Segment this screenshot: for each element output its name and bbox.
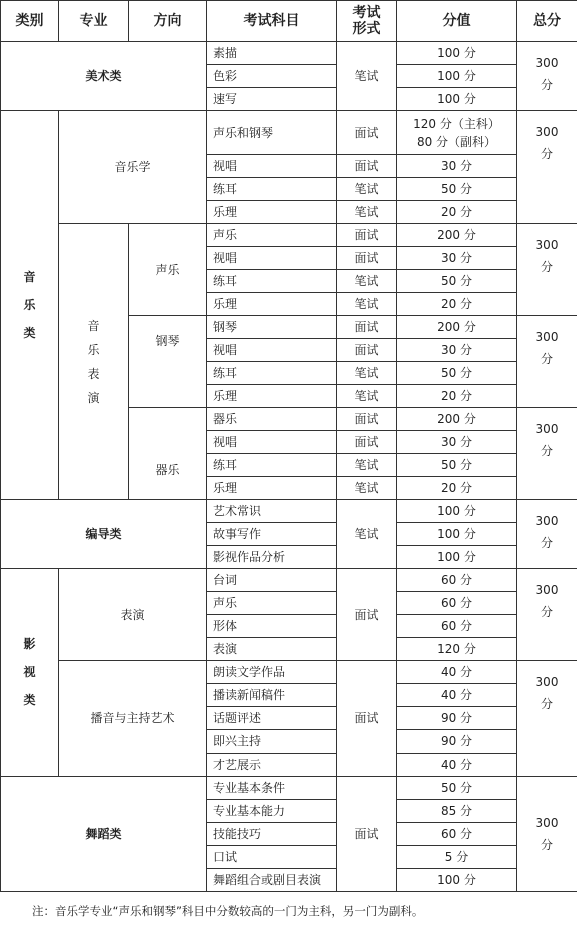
subject-cell: 专业基本条件 <box>207 776 337 799</box>
total-cell: 300 分 <box>517 661 577 776</box>
category-music: 音 乐 类 <box>1 111 59 500</box>
form-cell: 笔试 <box>337 178 397 201</box>
subject-cell: 视唱 <box>207 155 337 178</box>
subject-cell: 练耳 <box>207 178 337 201</box>
subject-cell: 乐理 <box>207 385 337 408</box>
score-cell: 30 分 <box>397 155 517 178</box>
score-cell: 60 分 <box>397 822 517 845</box>
score-cell: 50 分 <box>397 270 517 293</box>
header-major: 专业 <box>59 1 129 42</box>
score-cell: 30 分 <box>397 431 517 454</box>
subject-cell: 表演 <box>207 638 337 661</box>
total-cell: 300 分 <box>517 408 577 500</box>
subject-cell: 乐理 <box>207 201 337 224</box>
score-cell: 50 分 <box>397 776 517 799</box>
score-cell: 40 分 <box>397 684 517 707</box>
header-subject: 考试科目 <box>207 1 337 42</box>
category-directing: 编导类 <box>1 500 207 569</box>
subject-cell: 速写 <box>207 88 337 111</box>
score-cell: 100 分 <box>397 65 517 88</box>
direction-instrumental: 器乐 <box>129 408 207 500</box>
subject-cell: 影视作品分析 <box>207 546 337 569</box>
subject-cell: 视唱 <box>207 431 337 454</box>
major-music-performance: 音 乐 表 演 <box>59 224 129 500</box>
score-cell: 100 分 <box>397 42 517 65</box>
score-cell: 200 分 <box>397 224 517 247</box>
table-row <box>1 776 577 799</box>
header-total: 总分 <box>517 1 577 42</box>
subject-cell: 声乐 <box>207 224 337 247</box>
form-cell: 笔试 <box>337 42 397 111</box>
table-row <box>1 661 577 684</box>
subject-cell: 视唱 <box>207 247 337 270</box>
score-cell: 90 分 <box>397 707 517 730</box>
major-acting: 表演 <box>59 569 207 661</box>
subject-cell: 练耳 <box>207 362 337 385</box>
score-cell: 120 分（主科） 80 分（副科） <box>397 111 517 155</box>
score-cell: 20 分 <box>397 477 517 500</box>
score-cell: 90 分 <box>397 730 517 753</box>
table-row <box>1 111 577 155</box>
direction-piano: 钢琴 <box>129 316 207 408</box>
subject-cell: 故事写作 <box>207 523 337 546</box>
form-cell: 面试 <box>337 111 397 155</box>
direction-vocal: 声乐 <box>129 224 207 316</box>
form-cell: 面试 <box>337 776 397 891</box>
total-cell: 300 分 <box>517 500 577 569</box>
header-category: 类别 <box>1 1 59 42</box>
subject-cell: 色彩 <box>207 65 337 88</box>
table-row <box>1 42 577 65</box>
total-cell: 300 分 <box>517 316 577 408</box>
category-film: 影 视 类 <box>1 569 59 776</box>
subject-cell: 专业基本能力 <box>207 799 337 822</box>
form-cell: 笔试 <box>337 201 397 224</box>
category-art: 美术类 <box>1 42 207 111</box>
subject-cell: 播读新闻稿件 <box>207 684 337 707</box>
subject-cell: 艺术常识 <box>207 500 337 523</box>
score-cell: 50 分 <box>397 454 517 477</box>
form-cell: 笔试 <box>337 270 397 293</box>
subject-cell: 话题评述 <box>207 707 337 730</box>
total-cell: 300 分 <box>517 569 577 661</box>
subject-cell: 钢琴 <box>207 316 337 339</box>
total-cell: 300 分 <box>517 42 577 111</box>
subject-cell: 台词 <box>207 569 337 592</box>
score-cell: 5 分 <box>397 845 517 868</box>
table-row <box>1 224 577 247</box>
form-cell: 面试 <box>337 431 397 454</box>
subject-cell: 朗读文学作品 <box>207 661 337 684</box>
subject-cell: 口试 <box>207 845 337 868</box>
score-cell: 50 分 <box>397 178 517 201</box>
form-cell: 面试 <box>337 155 397 178</box>
subject-cell: 才艺展示 <box>207 753 337 776</box>
form-cell: 笔试 <box>337 454 397 477</box>
score-cell: 40 分 <box>397 661 517 684</box>
form-cell: 面试 <box>337 408 397 431</box>
form-cell: 笔试 <box>337 500 397 569</box>
form-cell: 面试 <box>337 224 397 247</box>
subject-cell: 器乐 <box>207 408 337 431</box>
subject-cell: 素描 <box>207 42 337 65</box>
score-cell: 40 分 <box>397 753 517 776</box>
form-cell: 面试 <box>337 339 397 362</box>
table-row <box>1 500 577 523</box>
score-cell: 100 分 <box>397 88 517 111</box>
footnote: 注：音乐学专业“声乐和钢琴”科目中分数较高的一门为主科，另一门为副科。 <box>32 904 424 918</box>
subject-cell: 练耳 <box>207 270 337 293</box>
score-cell: 100 分 <box>397 546 517 569</box>
score-cell: 60 分 <box>397 569 517 592</box>
subject-cell: 形体 <box>207 615 337 638</box>
score-cell: 30 分 <box>397 247 517 270</box>
header-form: 考试 形式 <box>337 1 397 42</box>
table-row <box>1 569 577 592</box>
score-cell: 85 分 <box>397 799 517 822</box>
subject-cell: 即兴主持 <box>207 730 337 753</box>
subject-cell: 乐理 <box>207 477 337 500</box>
score-cell: 60 分 <box>397 615 517 638</box>
subject-cell: 声乐 <box>207 592 337 615</box>
subject-cell: 视唱 <box>207 339 337 362</box>
form-cell: 面试 <box>337 316 397 339</box>
header-row <box>1 1 577 42</box>
form-cell: 笔试 <box>337 477 397 500</box>
total-cell: 300 分 <box>517 111 577 224</box>
score-cell: 200 分 <box>397 316 517 339</box>
subject-cell: 技能技巧 <box>207 822 337 845</box>
major-musicology: 音乐学 <box>59 111 207 224</box>
total-cell: 300 分 <box>517 224 577 316</box>
score-cell: 200 分 <box>397 408 517 431</box>
header-score: 分值 <box>397 1 517 42</box>
subject-cell: 舞蹈组合或剧目表演 <box>207 868 337 891</box>
score-cell: 60 分 <box>397 592 517 615</box>
header-direction: 方向 <box>129 1 207 42</box>
form-cell: 笔试 <box>337 385 397 408</box>
subject-cell: 乐理 <box>207 293 337 316</box>
form-cell: 面试 <box>337 661 397 776</box>
score-cell: 100 分 <box>397 523 517 546</box>
subject-cell: 练耳 <box>207 454 337 477</box>
form-cell: 笔试 <box>337 362 397 385</box>
score-cell: 100 分 <box>397 500 517 523</box>
major-broadcasting: 播音与主持艺术 <box>59 661 207 776</box>
total-cell: 300 分 <box>517 776 577 891</box>
score-cell: 20 分 <box>397 293 517 316</box>
form-cell: 面试 <box>337 247 397 270</box>
score-cell: 30 分 <box>397 339 517 362</box>
score-cell: 20 分 <box>397 201 517 224</box>
category-dance: 舞蹈类 <box>1 776 207 891</box>
score-cell: 50 分 <box>397 362 517 385</box>
score-cell: 100 分 <box>397 868 517 891</box>
subject-cell: 声乐和钢琴 <box>207 111 337 155</box>
score-cell: 120 分 <box>397 638 517 661</box>
score-cell: 20 分 <box>397 385 517 408</box>
form-cell: 面试 <box>337 569 397 661</box>
form-cell: 笔试 <box>337 293 397 316</box>
